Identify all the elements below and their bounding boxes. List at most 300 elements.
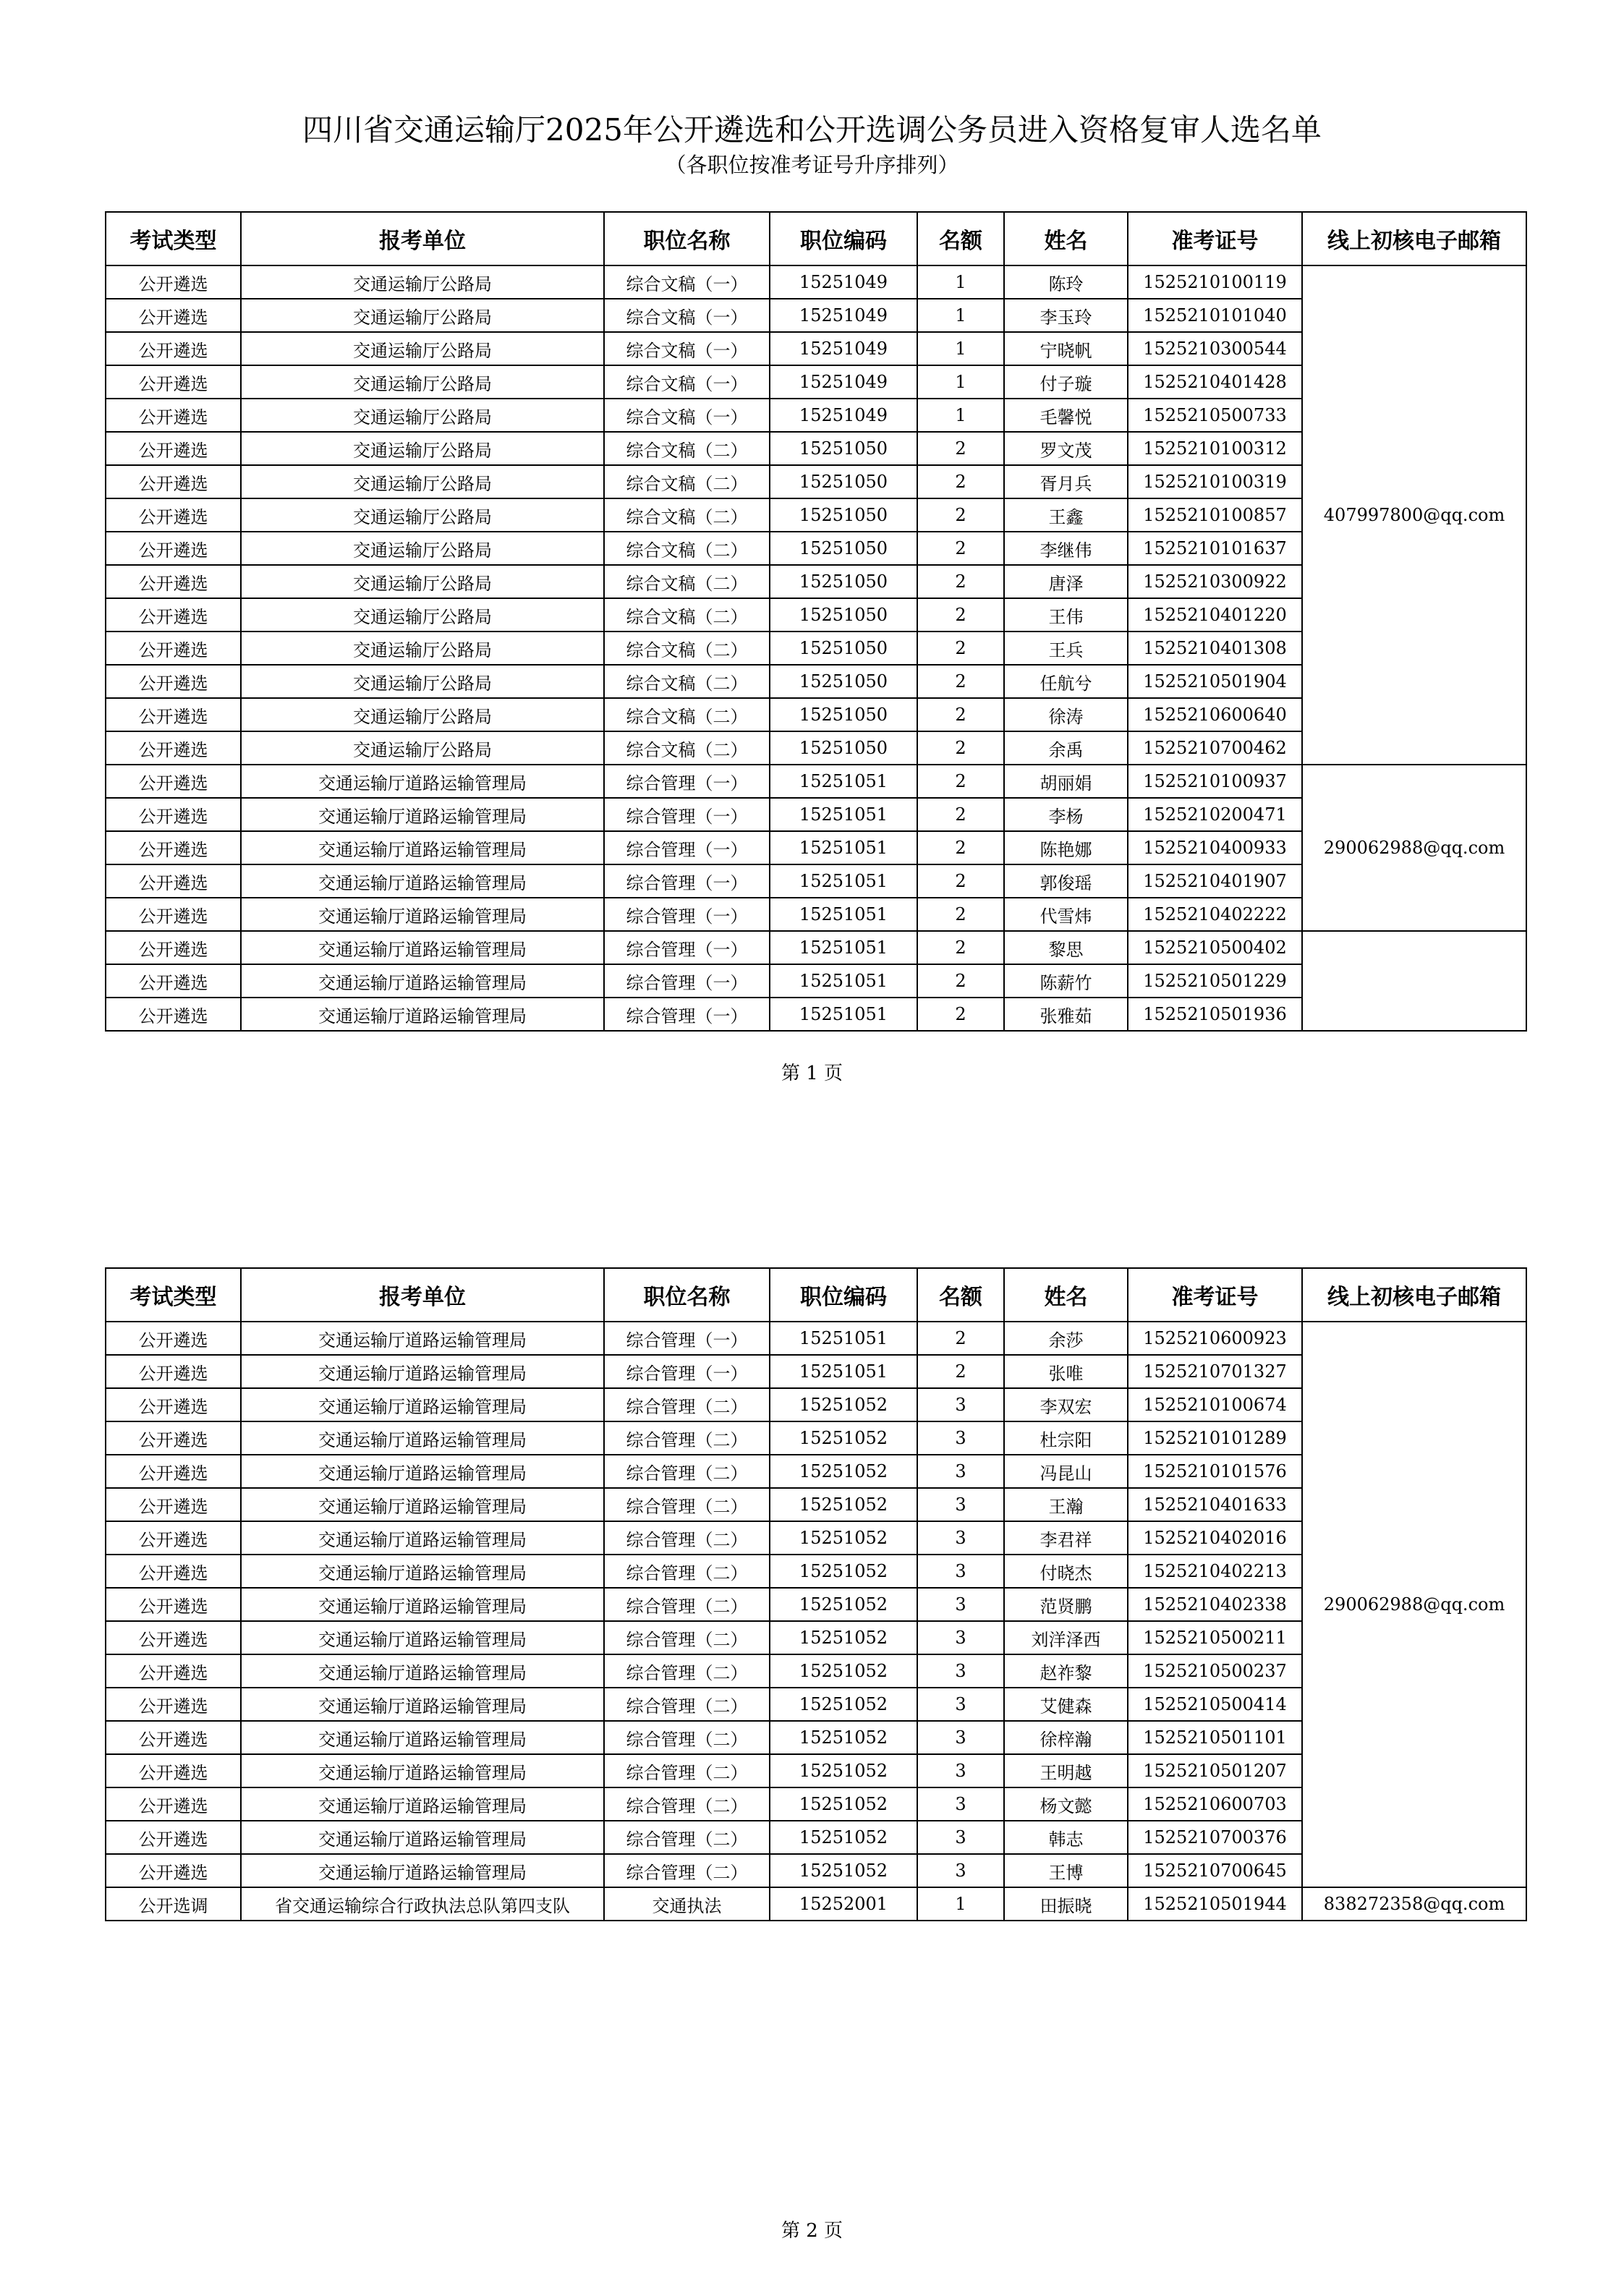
position-name-cell: 综合文稿（二） [604,632,770,665]
unit-cell: 交通运输厅道路运输管理局 [241,931,604,964]
quota-cell: 3 [917,1654,1004,1688]
exam-type-cell: 公开遴选 [106,1621,241,1654]
ticket-number-cell: 1525210402016 [1128,1521,1302,1555]
exam-type-cell: 公开遴选 [106,1754,241,1787]
table-row [106,265,1526,299]
email-cell: 290062988@qq.com [1302,765,1526,931]
unit-cell: 交通运输厅道路运输管理局 [241,864,604,898]
name-cell: 陈玲 [1004,265,1128,299]
unit-cell: 交通运输厅公路局 [241,598,604,632]
quota-cell: 2 [917,1322,1004,1355]
page-number: 第 1 页 [781,1063,843,1084]
unit-cell: 交通运输厅道路运输管理局 [241,798,604,831]
name-cell: 徐梓瀚 [1004,1721,1128,1754]
quota-cell: 1 [917,265,1004,299]
ticket-number-cell: 1525210100937 [1128,765,1302,798]
position-code-cell: 15251052 [770,1421,917,1455]
name-cell: 艾健森 [1004,1688,1128,1721]
name-cell: 李玉玲 [1004,299,1128,332]
position-code-cell: 15251052 [770,1721,917,1754]
position-name-cell: 综合管理（二） [604,1421,770,1455]
quota-cell: 2 [917,831,1004,864]
unit-cell: 交通运输厅公路局 [241,332,604,365]
quota-cell: 3 [917,1388,1004,1421]
table-row [106,1322,1526,1355]
ticket-number-cell: 1525210500237 [1128,1654,1302,1688]
quota-cell: 2 [917,998,1004,1031]
position-name-cell: 综合管理（一） [604,765,770,798]
position-name-cell: 综合管理（一） [604,964,770,998]
col-header-unit: 报考单位 [241,1268,604,1322]
exam-type-cell: 公开遴选 [106,299,241,332]
quota-cell: 3 [917,1854,1004,1887]
quota-cell: 2 [917,864,1004,898]
email-cell: 407997800@qq.com [1302,265,1526,765]
unit-cell: 交通运输厅公路局 [241,731,604,765]
exam-type-cell: 公开遴选 [106,632,241,665]
quota-cell: 1 [917,332,1004,365]
unit-cell: 交通运输厅公路局 [241,665,604,698]
table-header [106,1268,1526,1322]
col-header-position-name: 职位名称 [604,1268,770,1322]
unit-cell: 交通运输厅公路局 [241,265,604,299]
email-cell: 838272358@qq.com [1302,1887,1526,1921]
unit-cell: 交通运输厅道路运输管理局 [241,1322,604,1355]
email-cell [1302,931,1526,1031]
exam-type-cell: 公开选调 [106,1887,241,1921]
exam-type-cell: 公开遴选 [106,465,241,498]
ticket-number-cell: 1525210501101 [1128,1721,1302,1754]
name-cell: 陈艳娜 [1004,831,1128,864]
exam-type-cell: 公开遴选 [106,1322,241,1355]
exam-type-cell: 公开遴选 [106,798,241,831]
exam-type-cell: 公开遴选 [106,399,241,432]
position-code-cell: 15251051 [770,1355,917,1388]
exam-type-cell: 公开遴选 [106,831,241,864]
exam-type-cell: 公开遴选 [106,1588,241,1621]
position-code-cell: 15251050 [770,498,917,532]
position-name-cell: 综合管理（二） [604,1455,770,1488]
ticket-number-cell: 1525210400933 [1128,831,1302,864]
ticket-number-cell: 1525210100312 [1128,432,1302,465]
quota-cell: 1 [917,399,1004,432]
position-code-cell: 15251051 [770,864,917,898]
unit-cell: 交通运输厅公路局 [241,365,604,399]
position-name-cell: 综合管理（二） [604,1821,770,1854]
ticket-number-cell: 1525210101040 [1128,299,1302,332]
unit-cell: 交通运输厅公路局 [241,498,604,532]
col-header-ticket-number: 准考证号 [1128,1268,1302,1322]
ticket-number-cell: 1525210700462 [1128,731,1302,765]
name-cell: 杨文懿 [1004,1787,1128,1821]
exam-type-cell: 公开遴选 [106,265,241,299]
position-name-cell: 综合管理（一） [604,831,770,864]
table-header [106,212,1526,265]
quota-cell: 3 [917,1787,1004,1821]
name-cell: 徐涛 [1004,698,1128,731]
name-cell: 李继伟 [1004,532,1128,565]
name-cell: 李杨 [1004,798,1128,831]
quota-cell: 2 [917,432,1004,465]
position-name-cell: 综合管理（二） [604,1688,770,1721]
position-name-cell: 综合文稿（二） [604,665,770,698]
col-header-ticket-number: 准考证号 [1128,212,1302,265]
quota-cell: 3 [917,1621,1004,1654]
exam-type-cell: 公开遴选 [106,432,241,465]
position-code-cell: 15251051 [770,964,917,998]
page-number: 第 2 页 [781,2220,843,2242]
unit-cell: 交通运输厅道路运输管理局 [241,1455,604,1488]
quota-cell: 1 [917,299,1004,332]
col-header-email: 线上初核电子邮箱 [1302,212,1526,265]
position-name-cell: 综合管理（一） [604,898,770,931]
name-cell: 王鑫 [1004,498,1128,532]
quota-cell: 3 [917,1821,1004,1854]
position-name-cell: 综合管理（二） [604,1721,770,1754]
position-name-cell: 综合管理（二） [604,1388,770,1421]
unit-cell: 交通运输厅道路运输管理局 [241,1388,604,1421]
table-row [106,931,1526,964]
col-header-email: 线上初核电子邮箱 [1302,1268,1526,1322]
unit-cell: 交通运输厅道路运输管理局 [241,1721,604,1754]
unit-cell: 交通运输厅公路局 [241,399,604,432]
position-code-cell: 15251050 [770,731,917,765]
position-code-cell: 15251050 [770,532,917,565]
exam-type-cell: 公开遴选 [106,1421,241,1455]
quota-cell: 2 [917,498,1004,532]
name-cell: 王瀚 [1004,1488,1128,1521]
position-code-cell: 15251051 [770,931,917,964]
unit-cell: 交通运输厅道路运输管理局 [241,1355,604,1388]
quota-cell: 2 [917,632,1004,665]
position-code-cell: 15251049 [770,399,917,432]
quota-cell: 2 [917,565,1004,598]
position-name-cell: 综合管理（一） [604,864,770,898]
ticket-number-cell: 1525210100857 [1128,498,1302,532]
name-cell: 李君祥 [1004,1521,1128,1555]
position-name-cell: 综合管理（二） [604,1787,770,1821]
position-code-cell: 15252001 [770,1887,917,1921]
exam-type-cell: 公开遴选 [106,565,241,598]
col-header-exam-type: 考试类型 [106,212,241,265]
position-name-cell: 综合文稿（二） [604,565,770,598]
quota-cell: 2 [917,665,1004,698]
position-name-cell: 综合文稿（一） [604,399,770,432]
position-code-cell: 15251052 [770,1754,917,1787]
quota-cell: 3 [917,1521,1004,1555]
name-cell: 赵祚黎 [1004,1654,1128,1688]
unit-cell: 交通运输厅公路局 [241,698,604,731]
exam-type-cell: 公开遴选 [106,864,241,898]
exam-type-cell: 公开遴选 [106,1654,241,1688]
ticket-number-cell: 1525210402338 [1128,1588,1302,1621]
position-code-cell: 15251050 [770,465,917,498]
position-name-cell: 综合管理（一） [604,1355,770,1388]
col-header-name: 姓名 [1004,1268,1128,1322]
unit-cell: 交通运输厅道路运输管理局 [241,1854,604,1887]
col-header-quota: 名额 [917,212,1004,265]
position-name-cell: 综合管理（二） [604,1555,770,1588]
position-code-cell: 15251050 [770,432,917,465]
ticket-number-cell: 1525210402213 [1128,1555,1302,1588]
name-cell: 郭俊瑶 [1004,864,1128,898]
ticket-number-cell: 1525210500733 [1128,399,1302,432]
position-code-cell: 15251051 [770,765,917,798]
exam-type-cell: 公开遴选 [106,1555,241,1588]
name-cell: 李双宏 [1004,1388,1128,1421]
exam-type-cell: 公开遴选 [106,998,241,1031]
position-code-cell: 15251052 [770,1621,917,1654]
table-row [106,1887,1526,1921]
position-code-cell: 15251052 [770,1388,917,1421]
position-code-cell: 15251052 [770,1654,917,1688]
name-cell: 张唯 [1004,1355,1128,1388]
quota-cell: 3 [917,1421,1004,1455]
exam-type-cell: 公开遴选 [106,1787,241,1821]
unit-cell: 交通运输厅道路运输管理局 [241,1754,604,1787]
col-header-position-name: 职位名称 [604,212,770,265]
table-body [106,265,1526,1031]
col-header-position-code: 职位编码 [770,212,917,265]
position-code-cell: 15251049 [770,265,917,299]
ticket-number-cell: 1525210701327 [1128,1355,1302,1388]
name-cell: 余莎 [1004,1322,1128,1355]
email-cell: 290062988@qq.com [1302,1322,1526,1887]
unit-cell: 交通运输厅公路局 [241,565,604,598]
exam-type-cell: 公开遴选 [106,1521,241,1555]
quota-cell: 2 [917,931,1004,964]
unit-cell: 交通运输厅道路运输管理局 [241,1787,604,1821]
exam-type-cell: 公开遴选 [106,1488,241,1521]
quota-cell: 3 [917,1555,1004,1588]
col-header-position-code: 职位编码 [770,1268,917,1322]
position-name-cell: 综合文稿（二） [604,698,770,731]
ticket-number-cell: 1525210101637 [1128,532,1302,565]
name-cell: 冯昆山 [1004,1455,1128,1488]
quota-cell: 2 [917,765,1004,798]
position-name-cell: 综合管理（二） [604,1621,770,1654]
unit-cell: 交通运输厅道路运输管理局 [241,1521,604,1555]
col-header-name: 姓名 [1004,212,1128,265]
quota-cell: 3 [917,1754,1004,1787]
exam-type-cell: 公开遴选 [106,765,241,798]
position-name-cell: 综合文稿（二） [604,432,770,465]
position-name-cell: 综合文稿（一） [604,365,770,399]
position-name-cell: 综合管理（一） [604,998,770,1031]
position-name-cell: 综合文稿（二） [604,498,770,532]
exam-type-cell: 公开遴选 [106,898,241,931]
unit-cell: 交通运输厅公路局 [241,632,604,665]
name-cell: 王伟 [1004,598,1128,632]
ticket-number-cell: 1525210500402 [1128,931,1302,964]
name-cell: 胡丽娟 [1004,765,1128,798]
quota-cell: 1 [917,1887,1004,1921]
unit-cell: 交通运输厅道路运输管理局 [241,1621,604,1654]
quota-cell: 2 [917,465,1004,498]
ticket-number-cell: 1525210500211 [1128,1621,1302,1654]
position-code-cell: 15251051 [770,998,917,1031]
position-code-cell: 15251050 [770,632,917,665]
ticket-number-cell: 1525210300544 [1128,332,1302,365]
position-code-cell: 15251049 [770,365,917,399]
unit-cell: 交通运输厅道路运输管理局 [241,1821,604,1854]
exam-type-cell: 公开遴选 [106,964,241,998]
unit-cell: 交通运输厅道路运输管理局 [241,765,604,798]
position-name-cell: 综合文稿（二） [604,598,770,632]
unit-cell: 省交通运输综合行政执法总队第四支队 [241,1887,604,1921]
col-header-exam-type: 考试类型 [106,1268,241,1322]
exam-type-cell: 公开遴选 [106,598,241,632]
name-cell: 王兵 [1004,632,1128,665]
quota-cell: 2 [917,731,1004,765]
position-name-cell: 综合管理（一） [604,1322,770,1355]
ticket-number-cell: 1525210501944 [1128,1887,1302,1921]
unit-cell: 交通运输厅公路局 [241,299,604,332]
exam-type-cell: 公开遴选 [106,698,241,731]
position-name-cell: 综合文稿（二） [604,532,770,565]
position-code-cell: 15251050 [770,598,917,632]
ticket-number-cell: 1525210401220 [1128,598,1302,632]
position-name-cell: 综合文稿（一） [604,332,770,365]
exam-type-cell: 公开遴选 [106,931,241,964]
position-code-cell: 15251051 [770,898,917,931]
position-code-cell: 15251051 [770,831,917,864]
ticket-number-cell: 1525210101289 [1128,1421,1302,1455]
exam-type-cell: 公开遴选 [106,498,241,532]
position-code-cell: 15251052 [770,1455,917,1488]
exam-type-cell: 公开遴选 [106,1854,241,1887]
exam-type-cell: 公开遴选 [106,1455,241,1488]
ticket-number-cell: 1525210501229 [1128,964,1302,998]
exam-type-cell: 公开遴选 [106,1688,241,1721]
ticket-number-cell: 1525210501936 [1128,998,1302,1031]
unit-cell: 交通运输厅道路运输管理局 [241,1488,604,1521]
position-code-cell: 15251052 [770,1787,917,1821]
name-cell: 罗文茂 [1004,432,1128,465]
exam-type-cell: 公开遴选 [106,1388,241,1421]
quota-cell: 3 [917,1588,1004,1621]
name-cell: 杜宗阳 [1004,1421,1128,1455]
unit-cell: 交通运输厅道路运输管理局 [241,1688,604,1721]
position-name-cell: 交通执法 [604,1887,770,1921]
name-cell: 任航兮 [1004,665,1128,698]
ticket-number-cell: 1525210401308 [1128,632,1302,665]
position-code-cell: 15251052 [770,1555,917,1588]
name-cell: 张雅茹 [1004,998,1128,1031]
candidate-table-page-2 [105,1267,1527,1921]
unit-cell: 交通运输厅道路运输管理局 [241,1654,604,1688]
position-name-cell: 综合文稿（二） [604,731,770,765]
name-cell: 韩志 [1004,1821,1128,1854]
document-title: 四川省交通运输厅2025年公开遴选和公开选调公务员进入资格复审人选名单 [302,112,1322,148]
ticket-number-cell: 1525210100119 [1128,265,1302,299]
position-name-cell: 综合文稿（二） [604,465,770,498]
unit-cell: 交通运输厅公路局 [241,532,604,565]
unit-cell: 交通运输厅道路运输管理局 [241,1588,604,1621]
name-cell: 刘洋泽西 [1004,1621,1128,1654]
exam-type-cell: 公开遴选 [106,532,241,565]
quota-cell: 3 [917,1488,1004,1521]
position-name-cell: 综合管理（一） [604,931,770,964]
unit-cell: 交通运输厅公路局 [241,432,604,465]
name-cell: 毛馨悦 [1004,399,1128,432]
exam-type-cell: 公开遴选 [106,365,241,399]
name-cell: 黎思 [1004,931,1128,964]
position-name-cell: 综合文稿（一） [604,299,770,332]
table-row [106,765,1526,798]
position-code-cell: 15251052 [770,1821,917,1854]
position-code-cell: 15251049 [770,332,917,365]
position-name-cell: 综合管理（二） [604,1854,770,1887]
name-cell: 宁晓帆 [1004,332,1128,365]
position-code-cell: 15251052 [770,1588,917,1621]
quota-cell: 2 [917,964,1004,998]
quota-cell: 3 [917,1688,1004,1721]
col-header-quota: 名额 [917,1268,1004,1322]
quota-cell: 2 [917,532,1004,565]
name-cell: 余禹 [1004,731,1128,765]
name-cell: 陈薪竹 [1004,964,1128,998]
quota-cell: 2 [917,898,1004,931]
position-code-cell: 15251049 [770,299,917,332]
quota-cell: 2 [917,1355,1004,1388]
unit-cell: 交通运输厅道路运输管理局 [241,964,604,998]
ticket-number-cell: 1525210600640 [1128,698,1302,731]
name-cell: 付子璇 [1004,365,1128,399]
position-name-cell: 综合管理（二） [604,1521,770,1555]
position-name-cell: 综合管理（一） [604,798,770,831]
unit-cell: 交通运输厅道路运输管理局 [241,998,604,1031]
ticket-number-cell: 1525210700376 [1128,1821,1302,1854]
exam-type-cell: 公开遴选 [106,731,241,765]
position-code-cell: 15251051 [770,798,917,831]
ticket-number-cell: 1525210200471 [1128,798,1302,831]
unit-cell: 交通运输厅道路运输管理局 [241,898,604,931]
position-code-cell: 15251052 [770,1688,917,1721]
quota-cell: 2 [917,698,1004,731]
quota-cell: 1 [917,365,1004,399]
quota-cell: 2 [917,798,1004,831]
name-cell: 田振晓 [1004,1887,1128,1921]
ticket-number-cell: 1525210402222 [1128,898,1302,931]
unit-cell: 交通运输厅道路运输管理局 [241,831,604,864]
name-cell: 王明越 [1004,1754,1128,1787]
ticket-number-cell: 1525210401428 [1128,365,1302,399]
document-subtitle: （各职位按准考证号升序排列） [665,153,959,177]
position-code-cell: 15251052 [770,1854,917,1887]
exam-type-cell: 公开遴选 [106,332,241,365]
exam-type-cell: 公开遴选 [106,1721,241,1754]
col-header-unit: 报考单位 [241,212,604,265]
name-cell: 胥月兵 [1004,465,1128,498]
position-code-cell: 15251052 [770,1521,917,1555]
position-name-cell: 综合管理（二） [604,1654,770,1688]
position-name-cell: 综合管理（二） [604,1754,770,1787]
ticket-number-cell: 1525210700645 [1128,1854,1302,1887]
position-code-cell: 15251050 [770,665,917,698]
unit-cell: 交通运输厅道路运输管理局 [241,1555,604,1588]
ticket-number-cell: 1525210600923 [1128,1322,1302,1355]
name-cell: 付晓杰 [1004,1555,1128,1588]
ticket-number-cell: 1525210500414 [1128,1688,1302,1721]
quota-cell: 2 [917,598,1004,632]
ticket-number-cell: 1525210101576 [1128,1455,1302,1488]
name-cell: 唐泽 [1004,565,1128,598]
name-cell: 范贤鹏 [1004,1588,1128,1621]
ticket-number-cell: 1525210600703 [1128,1787,1302,1821]
quota-cell: 3 [917,1455,1004,1488]
ticket-number-cell: 1525210300922 [1128,565,1302,598]
